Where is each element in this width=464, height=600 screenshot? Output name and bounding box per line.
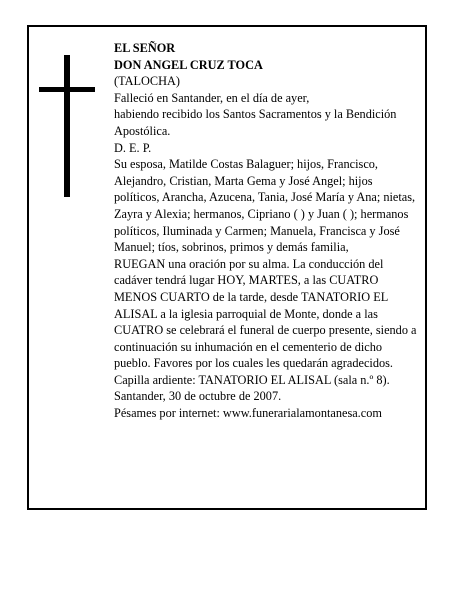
death-announcement-line1: Falleció en Santander, en el día de ayer,	[114, 90, 310, 105]
obituary-text	[114, 40, 420, 422]
deceased-name: DON ANGEL CRUZ TOCA	[114, 57, 263, 72]
header-title: EL SEÑOR	[114, 41, 176, 55]
funeral-details: RUEGAN una oración por su alma. La conducción del cadáver tendrá lugar HOY, MARTES, a las CUATRO MENOS CUARTO de la tarde, desde TANATORIO EL ALISAL a la iglesia parroquial de Monte, donde a las CUATRO se celebrará el funeral de cuerpo presente, siendo a continuación su inhumación en el cementerio de dicho pueblo. Favores por los cuales les quedarán agradecidos. Capilla ardiente: TANATORIO EL ALISAL (sala n.º 8).	[114, 256, 417, 387]
cross-icon-crossbar	[39, 87, 95, 92]
condolences-line: Pésames por internet: www.funerarialamontanesa.com	[114, 406, 382, 421]
nickname: (TALOCHA)	[114, 74, 180, 89]
dep-text: D. E. P.	[114, 140, 152, 155]
death-announcement-line2: habiendo recibido los Santos Sacramentos y la Bendición Apostólica.	[114, 107, 397, 138]
family-list: Su esposa, Matilde Costas Balaguer; hijos, Francisco, Alejandro, Cristian, Marta Gema y José Angel; hijos políticos, Arancha, Azucena, Tania, José María y Ana; nietas, Zayra y Alexia; hermanos, Cipriano ( ) y Juan ( ); hermanos políticos, Iluminada y Carmen; Manuela, Francisca y José Manuel; tíos, sobrinos, primos y demás familia,	[114, 157, 416, 255]
date-line: Santander, 30 de octubre de 2007.	[114, 389, 282, 404]
cross-icon	[64, 55, 70, 197]
